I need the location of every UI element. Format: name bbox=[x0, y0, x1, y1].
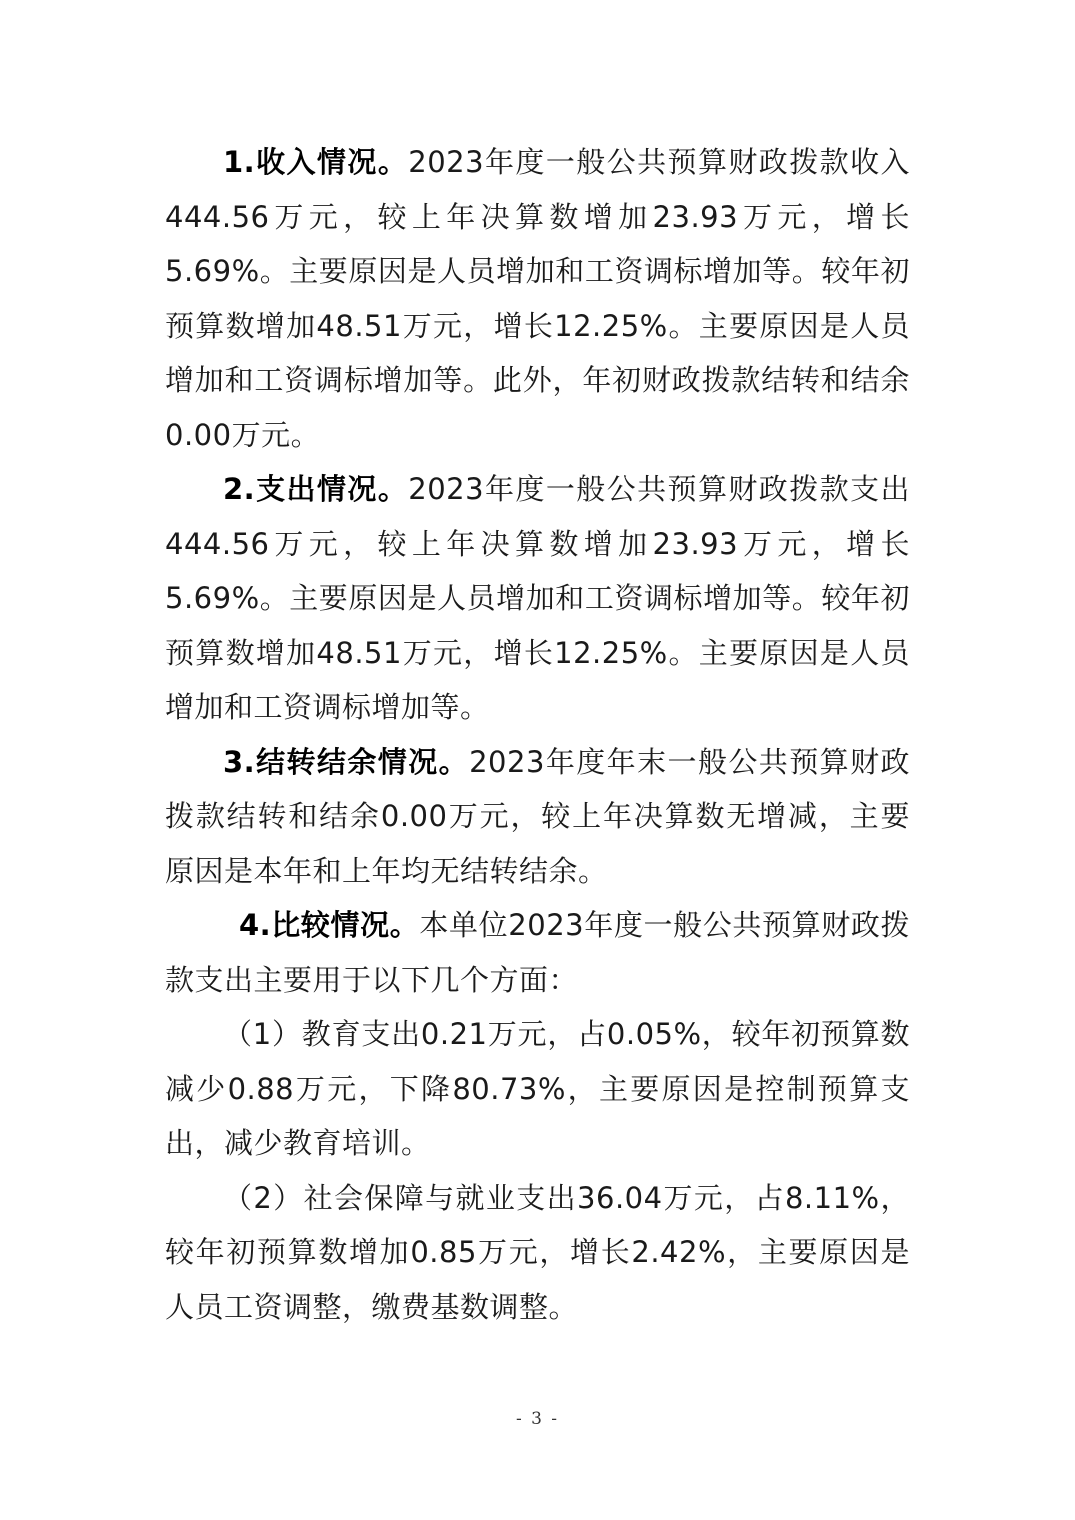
paragraph-social-security bbox=[165, 1171, 910, 1335]
paragraph-expenditure bbox=[165, 462, 910, 735]
heading-comparison: 4.比较情况。 bbox=[238, 908, 420, 942]
heading-expenditure: 2.支出情况。 bbox=[223, 472, 409, 506]
paragraph-social-security-text: （2）社会保障与就业支出36.04万元，占8.11%，较年初预算数增加0.85万元，增长2.42%，主要原因是人员工资调整，缴费基数调整。 bbox=[165, 1180, 910, 1324]
paragraph-income bbox=[165, 135, 910, 462]
paragraph-income-text: 2023年度一般公共预算财政拨款收入444.56万元，较上年决算数增加23.93万元，增长5.69%。主要原因是人员增加和工资调标增加等。较年初预算数增加48.51万元，增长12.25%。主要原因是人员增加和工资调标增加等。此外，年初财政拨款结转和结余0.00万元。 bbox=[165, 145, 910, 452]
paragraph-education-text: （1）教育支出0.21万元，占0.05%，较年初预算数减少0.88万元，下降80.73%，主要原因是控制预算支出，减少教育培训。 bbox=[165, 1017, 910, 1160]
page-number: - 3 - bbox=[515, 1409, 560, 1429]
paragraph-carryover bbox=[165, 735, 910, 899]
heading-carryover: 3.结转结余情况。 bbox=[223, 744, 470, 779]
paragraph-education bbox=[165, 1007, 910, 1171]
paragraph-expenditure-text: 2023年度一般公共预算财政拨款支出444.56万元，较上年决算数增加23.93万元，增长5.69%。主要原因是人员增加和工资调标增加等。较年初预算数增加48.51万元，增长12.25%。主要原因是人员增加和工资调标增加等。 bbox=[165, 472, 910, 724]
paragraph-comparison-text: 本单位2023年度一般公共预算财政拨款支出主要用于以下几个方面： bbox=[165, 908, 910, 997]
paragraph-comparison bbox=[165, 898, 910, 1007]
heading-income: 1.收入情况。 bbox=[223, 145, 409, 179]
document-body bbox=[165, 135, 910, 1334]
paragraph-carryover-text: 2023年度年末一般公共预算财政拨款结转和结余0.00万元，较上年决算数无增减，主要原因是本年和上年均无结转结余。 bbox=[165, 744, 910, 888]
